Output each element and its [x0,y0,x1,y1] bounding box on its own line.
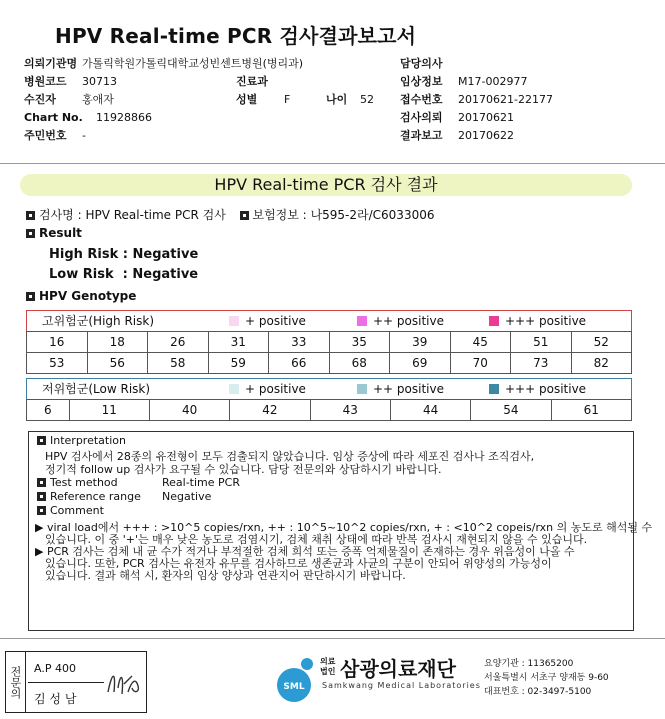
interpretation-heading-text: Interpretation [50,434,126,447]
genotype-cell: 82 [571,353,632,374]
test-name-value: HPV Real-time PCR 검사 [85,208,226,222]
interpretation-box [28,431,653,631]
institution-value: 가톨릭학원가톨릭대학교성빈센트병원(병리과) [82,57,304,70]
recipient-value: 홍애자 [82,93,114,106]
genotype-cell: 11 [69,400,149,421]
legend-swatch [489,316,499,326]
genotype-cell: 70 [450,353,511,374]
org-prefix [320,657,335,677]
low-legend-3-label: +++ positive [505,382,587,396]
interpretation-heading [37,434,126,447]
doctor-name: 김 성 남 [34,692,77,706]
header-right [400,55,553,145]
org-prefix-2: 법인 [320,667,336,676]
genotype-cell: 56 [87,353,148,374]
comment-line-2a: ▶ PCR 검사는 검체 내 균 수가 적거나 부적절한 검체 희석 또는 증폭 억제물질이 존재하는 경우 위음성이 나올 수 [35,545,575,558]
legend-swatch [357,384,367,394]
reference-label: Reference range [50,490,141,503]
footer-divider [0,638,665,639]
org-name-en: Samkwang Medical Laboratories [322,681,481,690]
signature-divider [28,682,104,683]
genotype-cell: 61 [551,400,631,421]
low-risk-row [49,267,198,282]
footer [0,645,665,719]
signature-image [104,662,144,702]
genotype-cell: 53 [27,353,88,374]
receipt-no-label: 접수번호 [400,93,443,106]
genotype-heading-text: HPV Genotype [39,289,137,303]
reference-value: Negative [162,490,212,503]
result-heading-text: Result [39,226,82,240]
test-method-value: Real-time PCR [162,476,240,489]
genotype-cell: 39 [390,332,451,353]
resident-no-value: - [82,129,86,142]
legend-swatch [357,316,367,326]
legend-swatch [229,384,239,394]
genotype-cell: 42 [230,400,310,421]
section-square-icon [240,211,249,220]
interpretation-line-2: 정기적 follow up 검사가 요구될 수 있습니다. 담당 전문의와 상담하시기 바랍니다. [45,463,442,476]
result-banner: HPV Real-time PCR 검사 결과 [20,174,632,196]
genotype-cell: 40 [149,400,229,421]
high-legend-3 [489,311,586,331]
high-risk-title: 고위험군(High Risk) [42,314,154,328]
genotype-cell: 69 [390,353,451,374]
header-middle [236,73,374,109]
genotype-cell: 44 [390,400,470,421]
legend-swatch [229,316,239,326]
genotype-cell: 45 [450,332,511,353]
low-risk-value: Negative [132,267,199,282]
high-risk-table [26,331,632,374]
genotype-cell: 68 [329,353,390,374]
age-label: 나이 [326,93,348,106]
genotype-cell: 6 [27,400,70,421]
report-title: HPV Real-time PCR 검사결과보고서 [55,24,417,48]
receipt-no-value: 20170621-22177 [458,93,553,106]
request-date-label: 검사의뢰 [400,111,443,124]
reference-row [37,490,211,503]
high-risk-label: High Risk : [49,247,128,262]
org-contact [484,657,609,699]
logo-text: SML [283,682,305,692]
request-date-value: 20170621 [458,111,514,124]
resident-no-label: 주민번호 [24,129,67,142]
high-risk-row-1 [27,332,632,353]
genotype-cell: 16 [27,332,88,353]
sex-label: 성별 [236,93,258,106]
comment-line-1b: 있습니다. 이 중 '+'는 매우 낮은 농도로 검염시기, 검체 채취 상태에 따라 반복 검사시 재현되지 않을 수 있습니다. [45,533,588,546]
high-legend-2-label: ++ positive [373,314,444,328]
org-name: 삼광의료재단 [340,657,456,681]
section-square-icon [37,478,46,487]
org-phone: 대표번호 : 02-3497-5100 [484,687,592,697]
ap-number: A.P 400 [34,662,76,675]
genotype-cell: 73 [511,353,572,374]
high-legend-1 [229,311,306,331]
test-name-row [26,206,434,223]
genotype-cell: 18 [87,332,148,353]
high-legend-2 [357,311,444,331]
low-risk-title: 저위험군(Low Risk) [42,382,151,396]
low-risk-table-header [26,378,632,399]
genotype-cell: 26 [148,332,209,353]
age-value: 52 [360,93,374,106]
comment-line-1a: ▶ viral load에서 +++ : >10^5 copies/rxn, ++ : 10^5~10^2 copies/rxn, + : <10^2 copeis/rxn 의 농도로 해석될 수 [35,521,653,534]
report-date-value: 20170622 [458,129,514,142]
org-address: 서울특별시 서초구 양재동 9-60 [484,673,609,683]
genotype-cell: 33 [269,332,330,353]
report-date-label: 결과보고 [400,129,443,142]
low-risk-table [26,399,632,421]
hospital-code-label: 병원코드 [24,75,67,88]
specialist-label: 전문의 [6,652,26,712]
section-square-icon [37,506,46,515]
header-divider [0,163,665,164]
interpretation-line-1: HPV 검사에서 28종의 유전형이 모두 검출되지 않았습니다. 임상 증상에 따라 세포진 검사나 조직검사, [45,450,535,463]
genotype-cell: 59 [208,353,269,374]
high-risk-row-2 [27,353,632,374]
high-risk-table-header [26,310,632,331]
low-legend-2-label: ++ positive [373,382,444,396]
legend-swatch [489,384,499,394]
comment-heading-text: Comment [50,504,104,517]
section-square-icon [26,292,35,301]
chart-no-value: 11928866 [96,111,152,124]
doctor-label: 담당의사 [400,57,443,70]
section-square-icon [37,436,46,445]
section-square-icon [26,229,35,238]
genotype-cell: 43 [310,400,390,421]
low-legend-3 [489,379,586,399]
high-risk-value: Negative [132,247,199,262]
genotype-cell: 66 [269,353,330,374]
test-name-label: 검사명 : [39,208,82,222]
genotype-cell: 31 [208,332,269,353]
comment-heading [37,504,104,517]
clinical-info-label: 임상정보 [400,75,443,88]
genotype-cell: 52 [571,332,632,353]
high-legend-1-label: + positive [245,314,306,328]
comment-line-2b: 있습니다. 또한, PCR 검사는 유전자 유무를 검사하므로 생존균과 사균의 구분이 안되어 위양성의 가능성이 [45,557,552,570]
recipient-label: 수진자 [24,93,56,106]
genotype-cell: 51 [511,332,572,353]
low-legend-1-label: + positive [245,382,306,396]
clinical-info-value: M17-002977 [458,75,528,88]
low-legend-1 [229,379,306,399]
section-square-icon [37,492,46,501]
org-prefix-1: 의료 [320,657,336,666]
org-code: 요양기관 : 11365200 [484,659,574,669]
low-risk-row-1 [27,400,632,421]
comment-line-2c: 있습니다. 결과 해석 시, 환자의 임상 양상과 연관지어 판단하시기 바랍니다. [45,569,406,582]
section-square-icon [26,211,35,220]
genotype-cell: 35 [329,332,390,353]
test-method-row [37,476,240,489]
test-method-label: Test method [50,476,118,489]
chart-no-label: Chart No. [24,111,83,124]
genotype-cell: 54 [471,400,551,421]
result-heading [26,226,82,240]
sml-logo-icon [272,655,322,703]
institution-label: 의뢰기관명 [24,57,78,70]
insurance-value: 나595-2라/C6033006 [310,208,435,222]
sex-value: F [284,93,291,106]
genotype-heading [26,289,136,303]
high-legend-3-label: +++ positive [505,314,587,328]
insurance-label: 보험정보 : [252,208,307,222]
dept-label: 진료과 [236,75,268,88]
hospital-code-value: 30713 [82,75,117,88]
low-risk-label: Low Risk : [49,267,128,282]
low-legend-2 [357,379,444,399]
high-risk-row [49,247,198,262]
genotype-cell: 58 [148,353,209,374]
specialist-box [5,651,147,713]
